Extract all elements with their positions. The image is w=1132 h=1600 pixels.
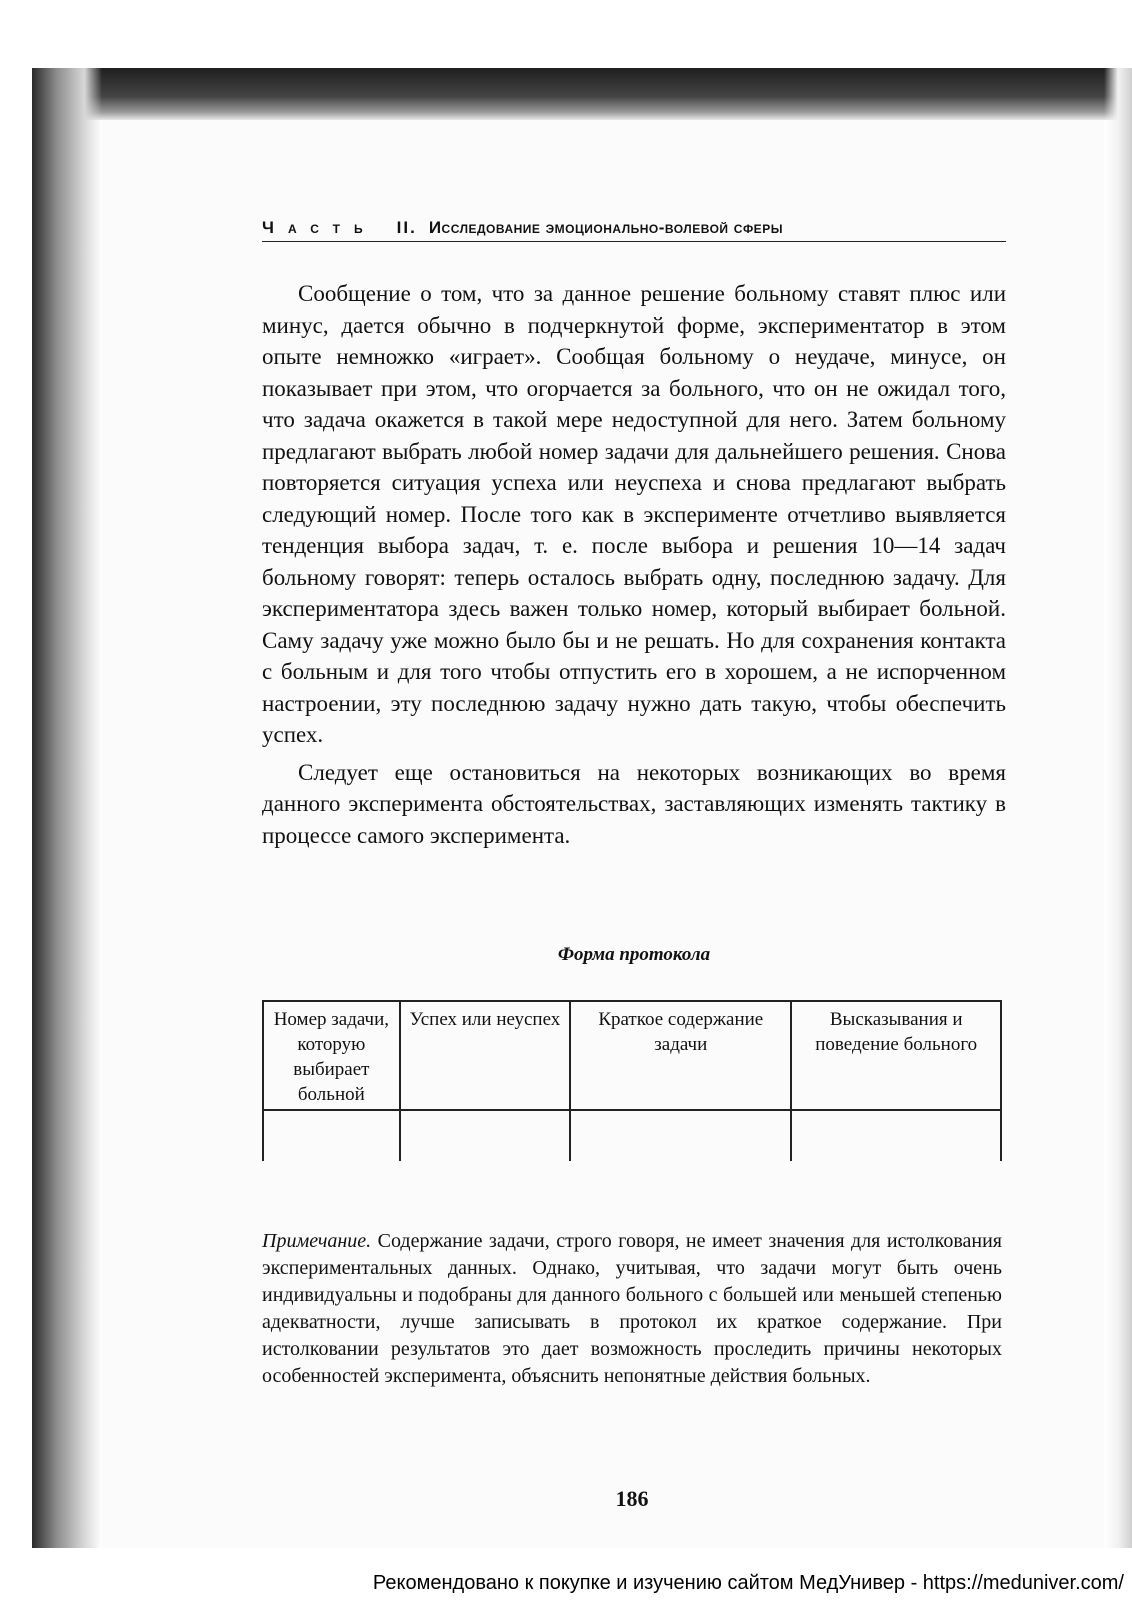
table-cell <box>570 1110 791 1161</box>
note-text: Содержание задачи, строго говоря, не имеет значения для истолкования экспериментальных данных. Однако, учитывая, что задачи могут быть очень индивидуальны и подобраны для данного больного с большей или меньшей степенью адекватности, лучше записывать в протокол их краткое содержание. При истолковании результатов это дает возможность проследить причины некоторых особенностей эксперимента, объяснить непонятные действия больных. <box>262 1230 1002 1387</box>
paragraph: Следует еще остановиться на некоторых возникающих во время данного эксперимента обстоятельствах, заставляющих изменять тактику в процессе самого эксперимента. <box>262 759 1006 848</box>
scan-edge-right <box>1104 68 1132 1548</box>
column-header-task-summary: Краткое содержание задачи <box>570 1001 791 1110</box>
body-text <box>262 278 1006 851</box>
paragraph: Сообщение о том, что за данное решение больному ставят плюс или минус, дается обычно в подчеркнутой форме, экспериментатор в этом опыте немножко «играет». Сообщая больному о неудаче, минусе, он показывает при этом, что огорчается за больного, что он не ожидал того, что задача окажется в такой мере недоступной для него. Затем больному предлагают выбрать любой номер задачи для дальнейшего решения. Снова повторяется ситуация успеха или неуспеха и снова предлагают выбрать следующий номер. После того как в эксперименте отчетливо выявляется тенденция выбора задач, т. е. после выбора и решения 10—14 задач больному говорят: теперь осталось выбрать одну, последнюю задачу. Для экспериментатора здесь важен только номер, который выбирает больной. Саму задачу уже можно было бы и не решать. Но для сохранения контакта с больным и для того чтобы отпустить его в хорошем, а не испорченном настроении, эту последнюю задачу нужно дать такую, чтобы обеспечить успех. <box>262 281 1006 747</box>
page-number: 186 <box>615 1486 649 1511</box>
table-row-empty <box>263 1110 1001 1161</box>
column-header-success: Успех или неуспех <box>400 1001 570 1110</box>
table-cell <box>263 1110 400 1161</box>
table-header-row <box>263 1001 1001 1110</box>
column-header-patient-remarks: Высказывания и поведение больного <box>791 1001 1001 1110</box>
protocol-table <box>262 1000 1002 1161</box>
note <box>262 1228 1002 1390</box>
column-header-task-number: Номер задачи, которую выбирает больной <box>263 1001 400 1110</box>
scan-gutter-shadow <box>32 68 102 1548</box>
scan-border-top <box>32 68 1132 120</box>
footer-watermark: Рекомендовано к покупке и изучению сайтом МедУнивер - https://meduniver.com/ <box>372 1572 1124 1594</box>
table-cell <box>791 1110 1001 1161</box>
running-head <box>262 218 1006 242</box>
running-head-number: II. <box>396 218 417 237</box>
note-label: Примечание. <box>262 1230 372 1252</box>
table-cell <box>400 1110 570 1161</box>
running-head-title: Исследование эмоционально-волевой сферы <box>428 218 783 237</box>
running-head-part: Часть <box>262 218 377 237</box>
table-caption: Форма протокола <box>557 944 711 965</box>
